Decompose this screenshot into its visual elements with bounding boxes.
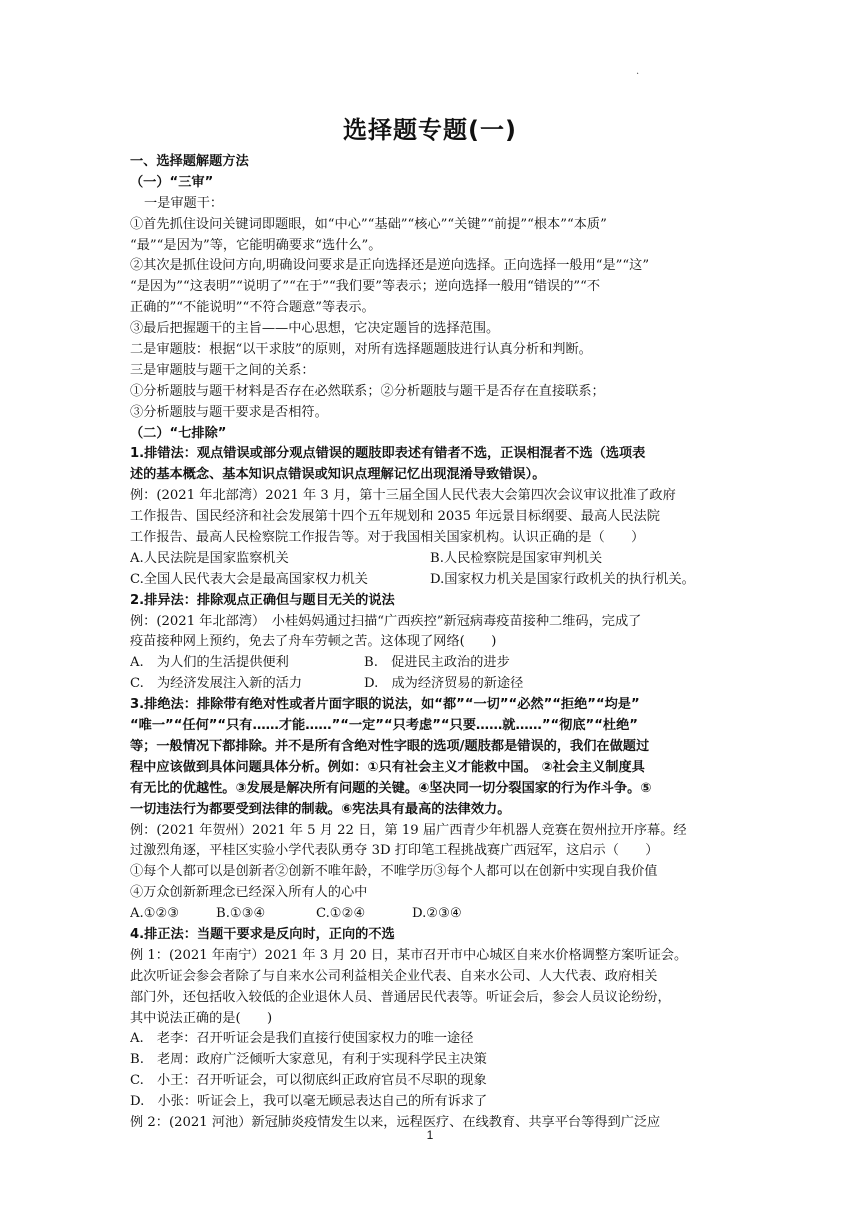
option-a: A. 老李：召开听证会是我们直接行使国家权力的唯一途径 — [130, 1031, 474, 1047]
method-heading: 等；一般情况下都排除。并不是所有含绝对性字眼的选项/题肢都是错误的，我们在做题过 — [130, 738, 650, 754]
paragraph-line: ②其次是抓住设问方向,明确设问要求是正向选择还是逆向选择。正向选择一般用“是”“这” — [130, 258, 650, 274]
option-c: C. 为经济发展注入新的活力 — [130, 676, 303, 692]
example-line: 疫苗接种网上预约，免去了舟车劳顿之苦。这体现了网络( ) — [130, 634, 497, 650]
paragraph-line: 一是审题干： — [144, 195, 224, 211]
example-line: 例：(2021 年北部湾） 小桂妈妈通过扫描“广西疾控”新冠病毒疫苗接种二维码，完成了 — [130, 613, 642, 629]
method-heading: “唯一”“任何”“只有……才能……”“一定”“只考虑”“只要……就……”“彻底”“杜绝” — [130, 718, 638, 734]
option-d: D. 成为经济贸易的新途径 — [364, 676, 524, 692]
paragraph-line: 二是审题肢：根据“以干求肢”的原则，对所有选择题题肢进行认真分析和判断。 — [130, 342, 592, 358]
options-row — [130, 674, 730, 695]
option-c: C. 小王：召开听证会，可以彻底纠正政府官员不尽职的现象 — [130, 1073, 487, 1089]
paragraph-line: ①首先抓住设问关键词即题眼，如“中心”“基础”“核心”“关键”“前提”“根本”“本质” — [130, 216, 607, 232]
page-title: 选择题专题(一) — [343, 116, 517, 144]
method-heading: 3.排绝法：排除带有绝对性或者片面字眼的说法，如“都”“一切”“必然”“拒绝”“均是” — [130, 697, 640, 713]
method-heading: 有无比的优越性。③发展是解决所有问题的关键。④坚决同一切分裂国家的行为作斗争。⑤ — [130, 780, 652, 796]
option-b: B.①③④ — [216, 906, 266, 922]
document-body — [130, 152, 730, 1134]
method-heading: 述的基本概念、基本知识点错误或知识点理解记忆出现混淆导致错误）。 — [130, 467, 546, 483]
subsection-heading: （一）“三审” — [130, 174, 214, 190]
example-line: 例：(2021 年北部湾）2021 年 3 月，第十三届全国人民代表大会第四次会议审议批准了政府 — [130, 488, 676, 504]
example-line: 例：(2021 年贺州）2021 年 5 月 22 日，第 19 届广西青少年机器人竞赛在贺州拉开序幕。经 — [130, 822, 687, 838]
option-c: C.①②④ — [316, 906, 366, 922]
section-heading: 一、选择题解题方法 — [130, 154, 249, 169]
example-line: 例 2：(2021 河池）新冠肺炎疫情发生以来，远程医疗、在线教育、共享平台等得到广泛应 — [130, 1114, 661, 1130]
options-row — [130, 653, 730, 674]
option-a: A.①②③ — [130, 906, 180, 922]
example-line: 例 1：(2021 年南宁）2021 年 3 月 20 日，某市召开市中心城区自来水价格调整方案听证会。 — [130, 947, 688, 963]
paragraph-line: 三是审题肢与题干之间的关系： — [130, 362, 315, 378]
options-row — [130, 904, 730, 925]
options-row — [130, 570, 730, 591]
paragraph-line: “是因为”“这表明”“说明了”“在于”“我们要”等表示；逆向选择一般用“错误的”“不 — [130, 279, 601, 295]
option-b: B. 老周：政府广泛倾听大家意见，有利于实现科学民主决策 — [130, 1052, 487, 1068]
paragraph-line: 正确的”“不能说明”“不符合题意”等表示。 — [130, 300, 375, 316]
options-row — [130, 549, 730, 570]
paragraph-line: ③最后把握题干的主旨——中心思想，它决定题旨的选择范围。 — [130, 321, 500, 337]
method-heading: 4.排正法：当题干要求是反向时，正向的不选 — [130, 926, 395, 942]
option-d: D.②③④ — [412, 906, 462, 922]
example-line: 工作报告、最高人民检察院工作报告等。对于我国相关国家机构。认识正确的是（ ） — [130, 530, 645, 546]
option-a: A.人民法院是国家监察机关 — [130, 550, 289, 566]
paragraph-line: “最”“是因为”等，它能明确要求“选什么”。 — [130, 237, 382, 253]
option-b: B.人民检察院是国家审判机关 — [430, 550, 603, 566]
example-line: 此次听证会参会者除了与自来水公司利益相关企业代表、自来水公司、人大代表、政府相关 — [130, 968, 658, 984]
example-line: 其中说法正确的是( ) — [130, 1010, 273, 1026]
paragraph-line: ③分析题肢与题干要求是否相符。 — [130, 404, 328, 420]
method-heading: 2.排异法：排除观点正确但与题目无关的说法 — [130, 592, 395, 608]
subsection-heading: （二）“七排除” — [130, 425, 227, 441]
method-heading: 程中应该做到具体问题具体分析。例如：①只有社会主义才能救中国。 ②社会主义制度具 — [130, 759, 645, 775]
option-a: A. 为人们的生活提供便利 — [130, 655, 289, 671]
example-line: 过激烈角逐，平桂区实验小学代表队勇夺 3D 打印笔工程挑战赛广西冠军，这启示（ ） — [130, 843, 659, 859]
method-heading: 1.排错法：观点错误或部分观点错误的题肢即表述有错者不选，正误相混者不选（选项表 — [130, 446, 646, 462]
method-heading: 一切违法行为都要受到法律的制裁。⑥宪法具有最高的法律效力。 — [130, 801, 511, 817]
option-b: B. 促进民主政治的进步 — [364, 655, 510, 671]
option-d: D. 小张：听证会上，我可以毫无顾忌表达自己的所有诉求了 — [130, 1094, 488, 1110]
example-line: ④万众创新新理念已经深入所有人的心中 — [130, 885, 368, 901]
option-c: C.全国人民代表大会是最高国家权力机关 — [130, 571, 368, 587]
option-d: D.国家权力机关是国家行政机关的执行机关。 — [430, 571, 695, 587]
paragraph-line: ①分析题肢与题干材料是否存在必然联系；②分析题肢与题干是否存在直接联系； — [130, 383, 605, 399]
example-line: 部门外，还包括收入较低的企业退休人员、普通居民代表等。听证会后，参会人员议论纷纷， — [130, 989, 671, 1005]
example-line: 工作报告、国民经济和社会发展第十四个五年规划和 2035 年远景目标纲要、最高人民法院 — [130, 509, 660, 525]
header-dot: . — [636, 66, 640, 77]
page-number: 1 — [426, 1128, 434, 1142]
example-line: ①每个人都可以是创新者②创新不唯年龄，不唯学历③每个人都可以在创新中实现自我价值 — [130, 864, 658, 880]
